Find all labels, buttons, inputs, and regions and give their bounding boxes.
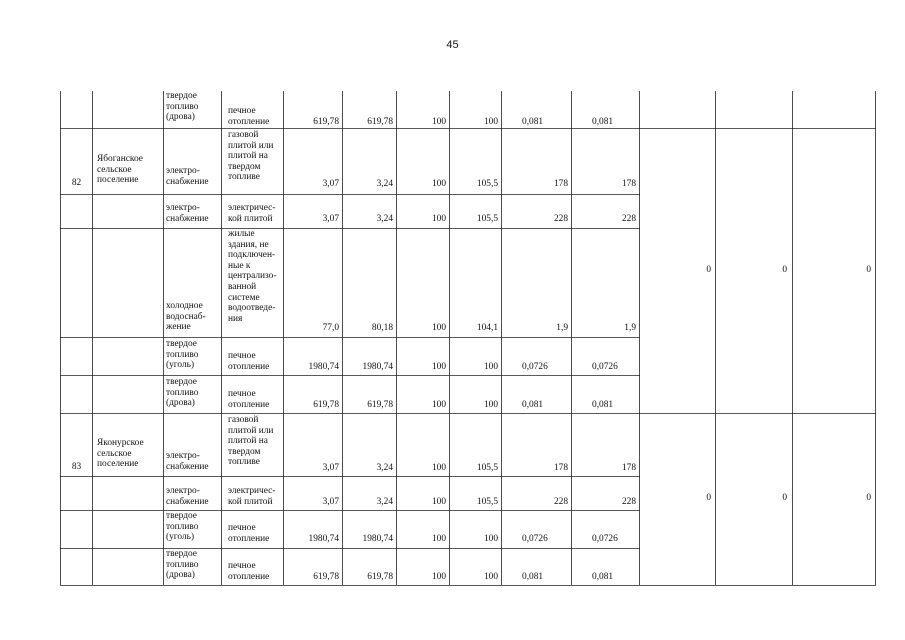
cell-resource: твердое топливо (уголь): [166, 511, 199, 543]
cell-value: 619,78: [367, 117, 393, 127]
cell-value: 0,0726: [522, 362, 548, 372]
cell-resource: холодное водоснаб- жение: [166, 301, 206, 333]
cell-value: 80,18: [371, 323, 393, 333]
cell-value: 3,07: [322, 214, 339, 224]
cell-purpose: газовой плитой или плитой на твердом топливе: [228, 130, 274, 183]
cell-percent: 100: [431, 534, 446, 544]
cell-group-value: 0: [866, 265, 871, 275]
cell-resource: твердое топливо (дрова): [166, 549, 199, 581]
cell-value: 178: [621, 179, 636, 189]
cell-value: 3,07: [322, 179, 339, 189]
cell-value: 3,24: [376, 497, 393, 507]
cell-value: 3,24: [376, 214, 393, 224]
cell-value: 228: [553, 214, 568, 224]
cell-value: 0,081: [592, 400, 614, 410]
cell-group-value: 0: [866, 493, 871, 503]
cell-percent: 100: [431, 323, 446, 333]
cell-number: 83: [71, 462, 82, 472]
cell-value: 619,78: [313, 400, 339, 410]
cell-percent: 100: [483, 117, 498, 127]
cell-value: 178: [621, 463, 636, 473]
cell-purpose: газовой плитой или плитой на твердом топливе: [228, 415, 274, 468]
cell-percent: 100: [431, 463, 446, 473]
cell-purpose: печное отопление: [228, 523, 270, 544]
cell-value: 228: [621, 497, 636, 507]
cell-percent: 100: [483, 362, 498, 372]
cell-value: 3,24: [376, 179, 393, 189]
cell-percent: 100: [431, 362, 446, 372]
cell-value: 1,9: [556, 323, 568, 333]
cell-value: 0,081: [522, 400, 544, 410]
cell-purpose: печное отопление: [228, 106, 270, 127]
page-number: 45: [446, 39, 459, 51]
cell-resource: твердое топливо (дрова): [166, 377, 199, 409]
cell-value: 1980,74: [362, 534, 393, 544]
cell-percent: 104,1: [476, 323, 498, 333]
cell-resource: электро- снабжение: [166, 486, 209, 507]
cell-value: 0,0726: [592, 362, 618, 372]
cell-percent: 105,5: [476, 179, 498, 189]
cell-percent: 105,5: [476, 463, 498, 473]
cell-resource: электро- снабжение: [166, 166, 209, 187]
cell-resource: твердое топливо (дрова): [166, 91, 199, 123]
cell-purpose: печное отопление: [228, 351, 270, 372]
cell-value: 0,0726: [592, 534, 618, 544]
cell-value: 1980,74: [308, 534, 339, 544]
cell-value: 619,78: [367, 400, 393, 410]
cell-number: 82: [71, 178, 82, 188]
cell-percent: 105,5: [476, 497, 498, 507]
cell-value: 619,78: [313, 572, 339, 582]
cell-resource: электро- снабжение: [166, 451, 209, 472]
cell-value: 619,78: [367, 572, 393, 582]
cell-value: 178: [553, 463, 568, 473]
cell-value: 77,0: [322, 323, 339, 333]
cell-value: 0,081: [592, 572, 614, 582]
cell-value: 178: [553, 179, 568, 189]
cell-resource: электро- снабжение: [166, 203, 209, 224]
cell-purpose: печное отопление: [228, 561, 270, 582]
cell-settlement: Яконурское сельское поселение: [97, 438, 144, 470]
cell-value: 0,081: [522, 117, 544, 127]
cell-value: 228: [621, 214, 636, 224]
cell-percent: 100: [431, 214, 446, 224]
cell-value: 3,07: [322, 463, 339, 473]
cell-percent: 105,5: [476, 214, 498, 224]
cell-value: 1,9: [624, 323, 636, 333]
cell-purpose: электричес- кой плитой: [228, 486, 276, 507]
cell-group-value: 0: [782, 265, 787, 275]
cell-percent: 100: [431, 117, 446, 127]
cell-percent: 100: [483, 534, 498, 544]
cell-value: 3,07: [322, 497, 339, 507]
cell-group-value: 0: [706, 493, 711, 503]
cell-purpose: электричес- кой плитой: [228, 203, 276, 224]
cell-percent: 100: [431, 179, 446, 189]
cell-purpose: печное отопление: [228, 389, 270, 410]
cell-resource: твердое топливо (уголь): [166, 339, 199, 371]
cell-value: 228: [553, 497, 568, 507]
cell-percent: 100: [431, 497, 446, 507]
cell-percent: 100: [431, 572, 446, 582]
cell-value: 1980,74: [308, 362, 339, 372]
cell-value: 0,081: [592, 117, 614, 127]
cell-value: 0,0726: [522, 534, 548, 544]
cell-value: 3,24: [376, 463, 393, 473]
cell-percent: 100: [483, 400, 498, 410]
cell-value: 0,081: [522, 572, 544, 582]
cell-value: 619,78: [313, 117, 339, 127]
cell-percent: 100: [431, 400, 446, 410]
cell-settlement: Ябоганское сельское поселение: [97, 154, 143, 186]
cell-purpose: жилые здания, не подключен- ные к централизо- ванной системе водоотведе- ния: [228, 229, 277, 324]
cell-percent: 100: [483, 572, 498, 582]
cell-group-value: 0: [706, 265, 711, 275]
cell-group-value: 0: [782, 493, 787, 503]
cell-value: 1980,74: [362, 362, 393, 372]
